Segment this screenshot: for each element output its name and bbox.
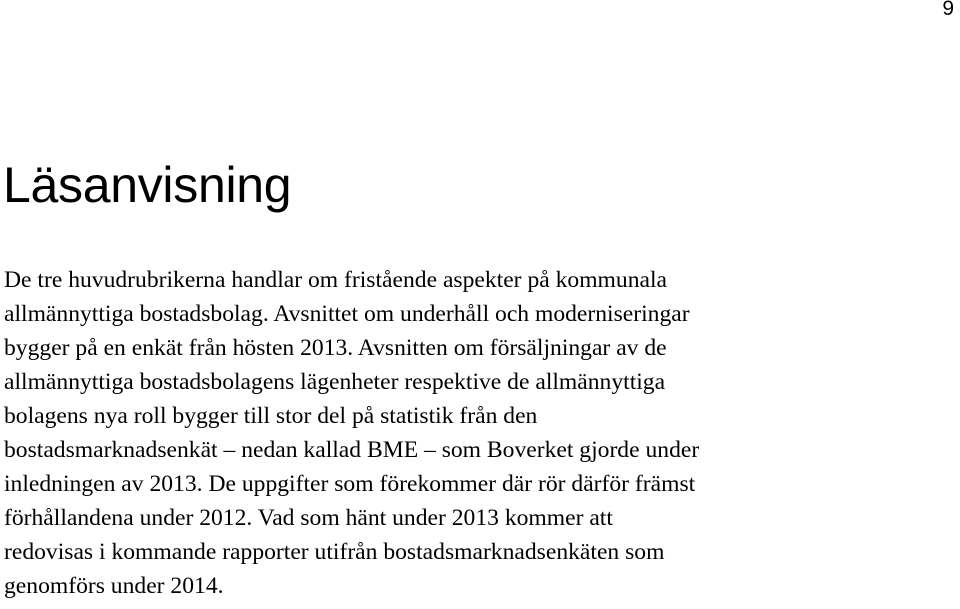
body-paragraph [4,263,934,603]
page-number: 9 [942,0,954,20]
page-heading: Läsanvisning [3,157,292,213]
body-line: bostadsmarknadsenkät – nedan kallad BME – som Boverket gjorde under [4,437,700,463]
body-line: genomförs under 2014. [4,573,224,599]
body-line: inledningen av 2013. De uppgifter som förekommer där rör därför främst [4,471,696,497]
body-line: De tre huvudrubrikerna handlar om fristående aspekter på kommunala [4,267,667,293]
body-line: allmännyttiga bostadsbolagens lägenheter respektive de allmännyttiga [4,369,666,395]
body-line: redovisas i kommande rapporter utifrån bostadsmarknadsenkäten som [4,539,665,565]
body-line: bygger på en enkät från hösten 2013. Avsnitten om försäljningar av de [4,335,667,361]
body-line: allmännyttiga bostadsbolag. Avsnittet om underhåll och moderniseringar [4,301,690,327]
body-line: förhållandena under 2012. Vad som hänt under 2013 kommer att [4,505,613,531]
body-line: bolagens nya roll bygger till stor del på statistik från den [4,403,538,429]
